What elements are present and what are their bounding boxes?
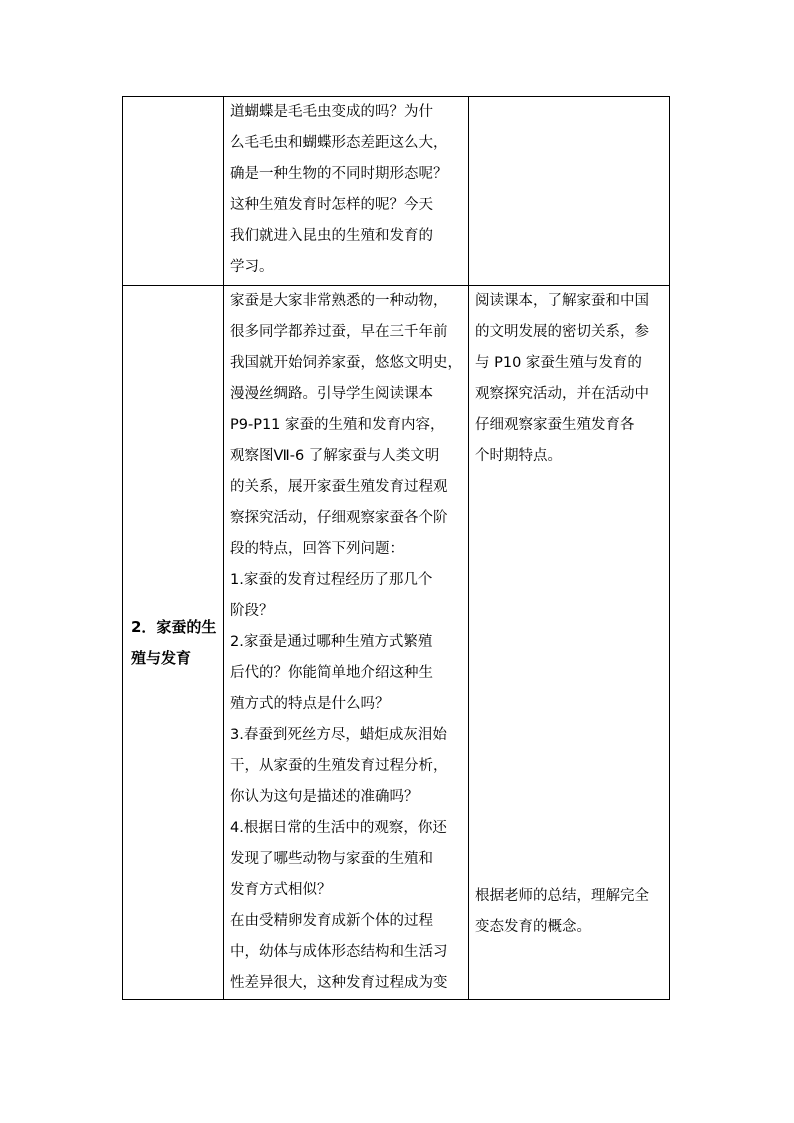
- text-line: 段的特点，回答下列问题：: [230, 541, 404, 557]
- text-line: 与 P10 家蚕生殖与发育的: [475, 355, 642, 371]
- text-line: 道蝴蝶是毛毛虫变成的吗？为什: [230, 104, 433, 120]
- text-line: 仔细观察家蚕生殖发育各: [475, 417, 635, 433]
- text-line: 确是一种生物的不同时期形态呢？: [230, 166, 448, 182]
- question-line: 后代的？你能简单地介绍这种生: [230, 665, 433, 681]
- section-title-line: 殖与发育: [131, 648, 192, 667]
- question-line: 阶段？: [230, 603, 274, 619]
- question-line: 干，从家蚕的生殖发育过程分析，: [230, 758, 448, 774]
- spacer: [475, 596, 663, 720]
- text-line: 这种生殖发育时怎样的呢？今天: [230, 197, 433, 213]
- text-line: 很多同学都养过蚕，早在三千年前: [230, 324, 448, 340]
- text-line: 阅读课本，了解家蚕和中国: [475, 293, 649, 309]
- question-line: 你认为这句是描述的准确吗？: [230, 789, 419, 805]
- text-line: 的关系，展开家蚕生殖发育过程观: [230, 479, 448, 495]
- section-title-cell: [123, 286, 224, 1000]
- text-line: 我国就开始饲养家蚕，悠悠文明史，: [230, 355, 462, 371]
- table-row: [123, 286, 670, 1000]
- text-line: 观察图Ⅶ-6 了解家蚕与人类文明: [230, 448, 440, 464]
- text-line: 漫漫丝绸路。引导学生阅读课本: [230, 386, 433, 402]
- spacer: [475, 844, 663, 881]
- text-line: 个时期特点。: [475, 448, 562, 464]
- teacher-activity-cell: [224, 97, 469, 286]
- question-line: 发现了哪些动物与家蚕的生殖和: [230, 851, 433, 867]
- teacher-activity-cell: [224, 286, 469, 1000]
- lesson-plan-table: [122, 96, 670, 1000]
- text-line: P9-P11 家蚕的生殖和发育内容，: [230, 417, 445, 433]
- text-line: 根据老师的总结，理解完全: [475, 888, 649, 904]
- text-line: 我们就进入昆虫的生殖和发育的: [230, 228, 433, 244]
- spacer: [475, 720, 663, 844]
- question-line: 殖方式的特点是什么吗？: [230, 696, 390, 712]
- question-line: 发育方式相似？: [230, 882, 332, 898]
- question-line: 1.家蚕的发育过程经历了那几个: [230, 572, 433, 588]
- text-line: 在由受精卵发育成新个体的过程: [230, 913, 433, 929]
- table-row: [123, 97, 670, 286]
- text-line: 性差异很大，这种发育过程成为变: [230, 975, 448, 991]
- text-line: 学习。: [230, 259, 274, 275]
- text-line: 变态发育的概念。: [475, 919, 591, 935]
- spacer: [475, 472, 663, 596]
- text-line: 观察探究活动，并在活动中: [475, 386, 649, 402]
- section-cell: [123, 97, 224, 286]
- text-line: 中，幼体与成体形态结构和生活习: [230, 944, 448, 960]
- text-line: 家蚕是大家非常熟悉的一种动物，: [230, 293, 448, 309]
- student-activity-cell: [469, 286, 670, 1000]
- text-line: 察探究活动，仔细观察家蚕各个阶: [230, 510, 448, 526]
- question-line: 3.春蚕到死丝方尽，蜡炬成灰泪始: [230, 727, 447, 743]
- text-line: 么毛毛虫和蝴蝶形态差距这么大，: [230, 135, 448, 151]
- student-activity-cell: [469, 97, 670, 286]
- question-line: 4.根据日常的生活中的观察，你还: [230, 820, 447, 836]
- question-line: 2.家蚕是通过哪种生殖方式繁殖: [230, 634, 433, 650]
- text-line: 的文明发展的密切关系，参: [475, 324, 649, 340]
- section-title-line: 2．家蚕的生: [131, 617, 217, 636]
